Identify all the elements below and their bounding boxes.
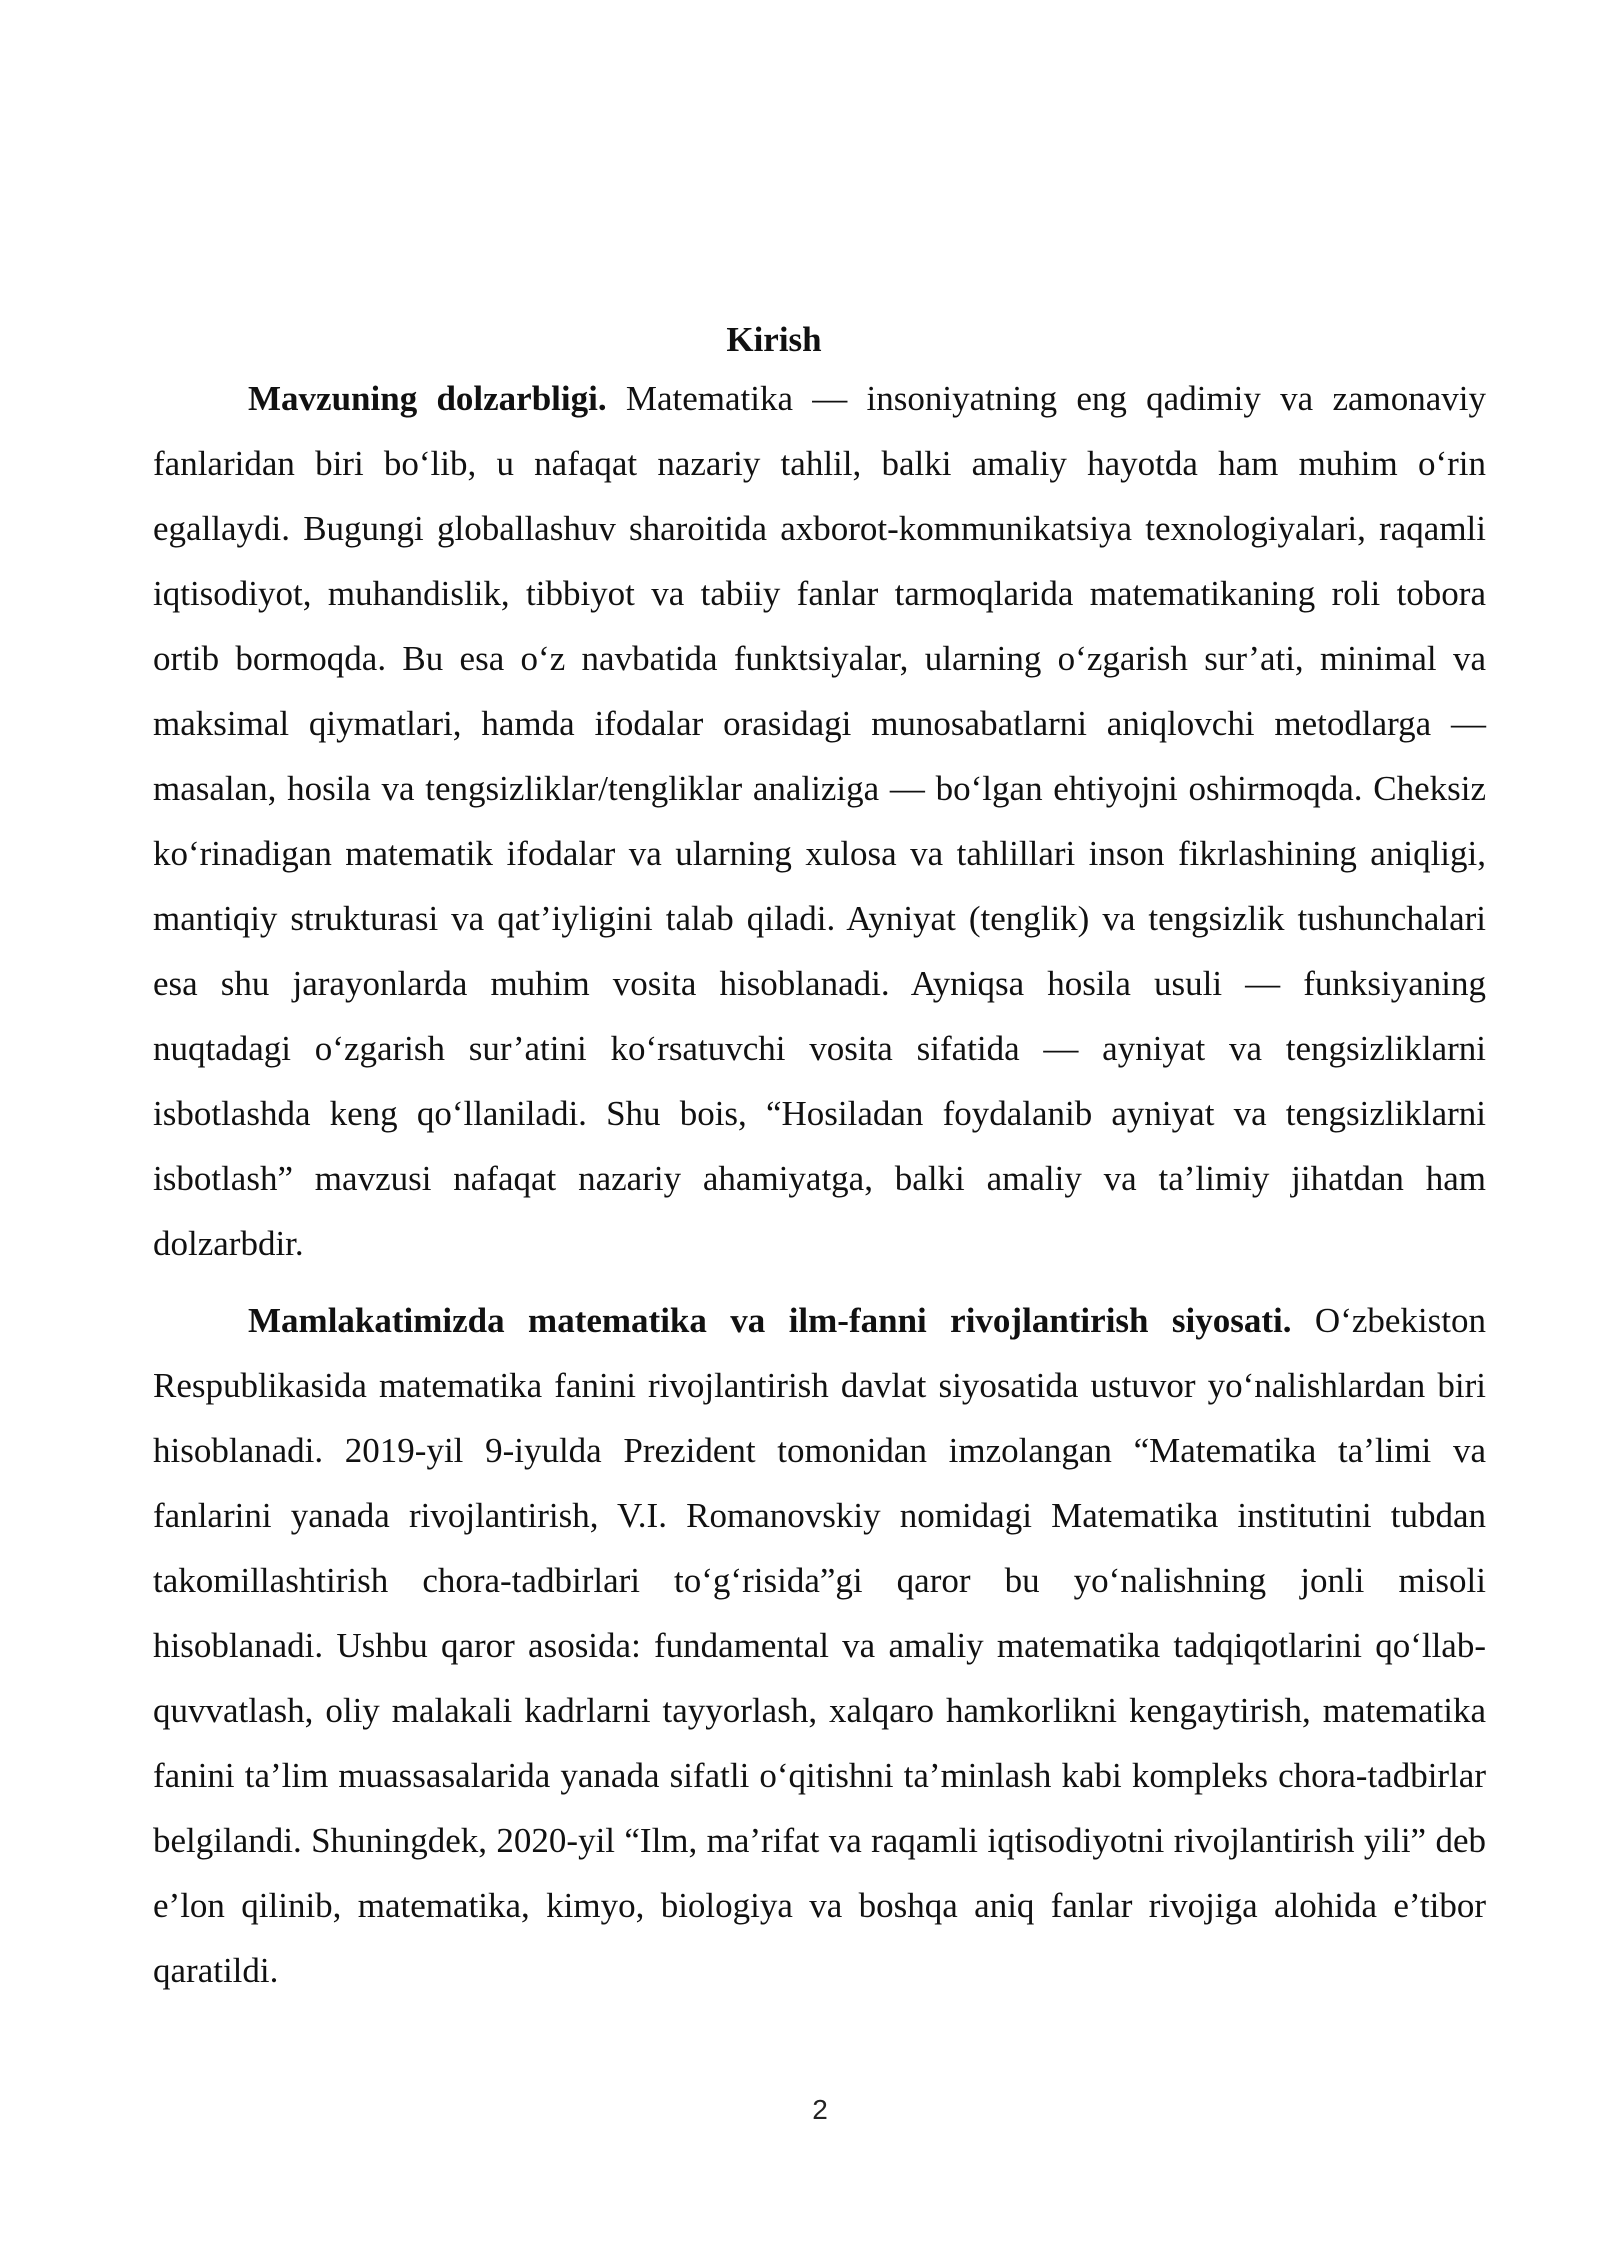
page-number: 2 — [812, 2094, 828, 2125]
body-text — [153, 366, 1486, 2003]
paragraph-policy — [153, 1288, 1486, 2003]
paragraph-lead: Mamlakatimizda matematika va ilm-fanni rivojlantirish siyosati. — [248, 1301, 1292, 1340]
section-heading: Kirish — [726, 320, 822, 360]
paragraph-lead: Mavzuning dolzarbligi. — [248, 379, 607, 418]
paragraph-text: O‘zbekiston Respublikasida matematika fanini rivojlantirish davlat siyosatida ustuvor yo‘nalishlardan biri hisoblanadi. 2019-yil 9-iyulda Prezident tomonidan imzolangan “Matematika ta’limi va fanlarini yanada rivojlantirish, V.I. Romanovskiy nomidagi Matematika institutini tubdan takomillashtirish chora-tadbirlari to‘g‘risida”gi qaror bu yo‘nalishning jonli misoli hisoblanadi. Ushbu qaror asosida: fundamental va amaliy matematika tadqiqotlarini qo‘llab-quvvatlash, oliy malakali kadrlarni tayyorlash, xalqaro hamkorlikni kengaytirish, matematika fanini ta’lim muassasalarida yanada sifatli o‘qitishni ta’minlash kabi kompleks chora-tadbirlar belgilandi. Shuningdek, 2020-yil “Ilm, ma’rifat va raqamli iqtisodiyotni rivojlantirish yili” deb e’lon qilinib, matematika, kimyo, biologiya va boshqa aniq fanlar rivojiga alohida e’tibor qaratildi. — [153, 1301, 1486, 1990]
paragraph-text: Matematika — insoniyatning eng qadimiy va zamonaviy fanlaridan biri bo‘lib, u nafaqat nazariy tahlil, balki amaliy hayotda ham muhim o‘rin egallaydi. Bugungi globallashuv sharoitida axborot-kommunikatsiya texnologiyalari, raqamli iqtisodiyot, muhandislik, tibbiyot va tabiiy fanlar tarmoqlarida matematikaning roli tobora ortib bormoqda. Bu esa o‘z navbatida funktsiyalar, ularning o‘zgarish sur’ati, minimal va maksimal qiymatlari, hamda ifodalar orasidagi munosabatlarni aniqlovchi metodlarga — masalan, hosila va tengsizliklar/tengliklar analiziga — bo‘lgan ehtiyojni oshirmoqda. Cheksiz ko‘rinadigan matematik ifodalar va ularning xulosa va tahlillari inson fikrlashining aniqligi, mantiqiy strukturasi va qat’iyligini talab qiladi. Ayniyat (tenglik) va tengsizlik tushunchalari esa shu jarayonlarda muhim vosita hisoblanadi. Ayniqsa hosila usuli — funksiyaning nuqtadagi o‘zgarish sur’atini ko‘rsatuvchi vosita sifatida — ayniyat va tengsizliklarni isbotlashda keng qo‘llaniladi. Shu bois, “Hosiladan foydalanib ayniyat va tengsizliklarni isbotlash” mavzusi nafaqat nazariy ahamiyatga, balki amaliy va ta’limiy jihatdan ham dolzarbdir. — [153, 379, 1486, 1263]
paragraph-relevance — [153, 366, 1486, 1276]
